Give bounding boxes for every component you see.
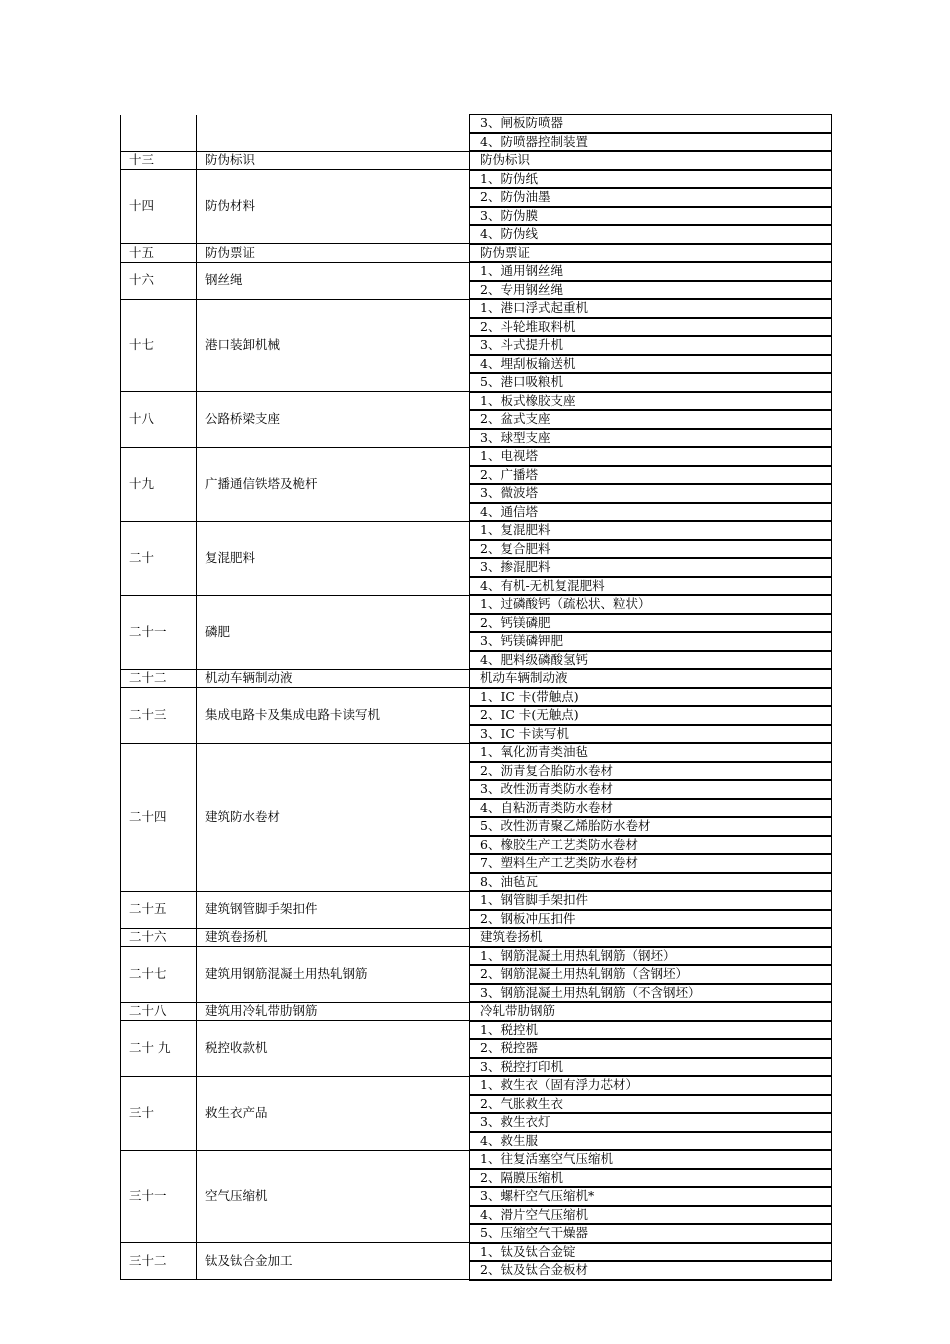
product-item-cell: 1、钢筋混凝土用热轧钢筋（钢坯） <box>470 947 832 966</box>
product-item-cell: 4、有机-无机复混肥料 <box>470 577 832 596</box>
product-item-cell: 3、螺杆空气压缩机* <box>470 1187 832 1206</box>
category-name-cell: 建筑卷扬机 <box>197 928 470 947</box>
product-item-cell: 2、盆式支座 <box>470 410 832 429</box>
category-number-cell: 二十八 <box>121 1002 197 1021</box>
category-name-cell: 救生衣产品 <box>197 1076 470 1150</box>
category-number-cell: 三十二 <box>121 1243 197 1280</box>
table-row <box>121 151 832 170</box>
category-number-cell: 十八 <box>121 392 197 448</box>
product-item-cell: 2、防伪油墨 <box>470 188 832 207</box>
category-number-cell: 十四 <box>121 170 197 244</box>
product-item-cell: 2、沥青复合胎防水卷材 <box>470 762 832 781</box>
product-item-cell: 1、复混肥料 <box>470 521 832 540</box>
product-item-cell: 冷轧带肋钢筋 <box>470 1002 832 1021</box>
product-item-cell: 2、钢筋混凝土用热轧钢筋（含钢坯） <box>470 965 832 984</box>
product-item-cell: 1、救生衣（固有浮力芯材） <box>470 1076 832 1095</box>
product-item-cell: 3、球型支座 <box>470 429 832 448</box>
product-item-cell: 2、隔膜压缩机 <box>470 1169 832 1188</box>
table-row <box>121 115 832 133</box>
category-number-cell: 二十四 <box>121 743 197 891</box>
product-item-cell: 1、钢管脚手架扣件 <box>470 891 832 910</box>
category-name-cell: 建筑用钢筋混凝土用热轧钢筋 <box>197 947 470 1003</box>
product-item-cell: 2、专用钢丝绳 <box>470 281 832 300</box>
category-number-cell: 二十五 <box>121 891 197 928</box>
product-item-cell: 4、滑片空气压缩机 <box>470 1206 832 1225</box>
category-name-cell <box>197 115 470 152</box>
table-row <box>121 1002 832 1021</box>
product-item-cell: 3、钢筋混凝土用热轧钢筋（不含钢坯） <box>470 984 832 1003</box>
category-name-cell: 防伪材料 <box>197 170 470 244</box>
table-row <box>121 1243 832 1262</box>
product-item-cell: 3、改性沥青类防水卷材 <box>470 780 832 799</box>
table-row <box>121 244 832 263</box>
table-row <box>121 928 832 947</box>
table-row <box>121 1076 832 1095</box>
product-item-cell: 3、微波塔 <box>470 484 832 503</box>
category-name-cell: 公路桥梁支座 <box>197 392 470 448</box>
table-row <box>121 299 832 318</box>
category-number-cell: 三十 <box>121 1076 197 1150</box>
category-number-cell: 十三 <box>121 151 197 170</box>
product-item-cell: 机动车辆制动液 <box>470 669 832 688</box>
category-name-cell: 港口装卸机械 <box>197 299 470 392</box>
category-name-cell: 广播通信铁塔及桅杆 <box>197 447 470 521</box>
table-row <box>121 947 832 966</box>
category-name-cell: 建筑钢管脚手架扣件 <box>197 891 470 928</box>
product-item-cell: 2、钙镁磷肥 <box>470 614 832 633</box>
product-catalog-table <box>120 114 832 1281</box>
product-item-cell: 1、电视塔 <box>470 447 832 466</box>
product-item-cell: 6、橡胶生产工艺类防水卷材 <box>470 836 832 855</box>
category-name-cell: 机动车辆制动液 <box>197 669 470 688</box>
category-name-cell: 复混肥料 <box>197 521 470 595</box>
category-name-cell: 防伪标识 <box>197 151 470 170</box>
table-row <box>121 1021 832 1040</box>
product-item-cell: 2、钛及钛合金板材 <box>470 1261 832 1280</box>
product-item-cell: 1、钛及钛合金锭 <box>470 1243 832 1262</box>
product-item-cell: 4、救生服 <box>470 1132 832 1151</box>
table-row <box>121 891 832 910</box>
product-item-cell: 3、斗式提升机 <box>470 336 832 355</box>
category-name-cell: 建筑防水卷材 <box>197 743 470 891</box>
product-item-cell: 4、防喷器控制装置 <box>470 133 832 152</box>
product-item-cell: 2、气胀救生衣 <box>470 1095 832 1114</box>
product-item-cell: 4、自粘沥青类防水卷材 <box>470 799 832 818</box>
product-item-cell: 3、掺混肥料 <box>470 558 832 577</box>
product-item-cell: 2、广播塔 <box>470 466 832 485</box>
product-item-cell: 1、IC 卡(带触点) <box>470 688 832 707</box>
category-number-cell: 十六 <box>121 262 197 299</box>
product-item-cell: 1、港口浮式起重机 <box>470 299 832 318</box>
product-item-cell: 3、救生衣灯 <box>470 1113 832 1132</box>
product-item-cell: 1、板式橡胶支座 <box>470 392 832 411</box>
table-row <box>121 688 832 707</box>
product-item-cell: 4、埋刮板输送机 <box>470 355 832 374</box>
product-item-cell: 2、复合肥料 <box>470 540 832 559</box>
category-number-cell: 三十一 <box>121 1150 197 1243</box>
product-item-cell: 8、油毡瓦 <box>470 873 832 892</box>
product-item-cell: 2、IC 卡(无触点) <box>470 706 832 725</box>
product-item-cell: 5、压缩空气干燥器 <box>470 1224 832 1243</box>
category-number-cell: 二十一 <box>121 595 197 669</box>
category-number-cell: 二十二 <box>121 669 197 688</box>
category-number-cell: 十九 <box>121 447 197 521</box>
product-item-cell: 2、钢板冲压扣件 <box>470 910 832 929</box>
category-name-cell: 防伪票证 <box>197 244 470 263</box>
product-item-cell: 1、通用钢丝绳 <box>470 262 832 281</box>
product-item-cell: 2、税控器 <box>470 1039 832 1058</box>
product-item-cell: 1、过磷酸钙（疏松状、粒状） <box>470 595 832 614</box>
product-item-cell: 5、港口吸粮机 <box>470 373 832 392</box>
table-row <box>121 595 832 614</box>
category-number-cell: 二十 九 <box>121 1021 197 1077</box>
table-row <box>121 743 832 762</box>
category-number-cell: 二十七 <box>121 947 197 1003</box>
category-number-cell: 二十 <box>121 521 197 595</box>
product-item-cell: 3、IC 卡读写机 <box>470 725 832 744</box>
product-item-cell: 4、防伪线 <box>470 225 832 244</box>
table-row <box>121 1150 832 1169</box>
product-item-cell: 防伪标识 <box>470 151 832 170</box>
product-item-cell: 3、钙镁磷钾肥 <box>470 632 832 651</box>
product-item-cell: 7、塑料生产工艺类防水卷材 <box>470 854 832 873</box>
product-item-cell: 4、肥料级磷酸氢钙 <box>470 651 832 670</box>
product-item-cell: 4、通信塔 <box>470 503 832 522</box>
category-name-cell: 钢丝绳 <box>197 262 470 299</box>
product-item-cell: 防伪票证 <box>470 244 832 263</box>
product-item-cell: 2、斗轮堆取料机 <box>470 318 832 337</box>
category-number-cell: 十五 <box>121 244 197 263</box>
table-row <box>121 170 832 189</box>
category-number-cell: 十七 <box>121 299 197 392</box>
table-row <box>121 521 832 540</box>
product-item-cell: 3、税控打印机 <box>470 1058 832 1077</box>
table-row <box>121 447 832 466</box>
category-name-cell: 集成电路卡及集成电路卡读写机 <box>197 688 470 744</box>
product-item-cell: 3、防伪膜 <box>470 207 832 226</box>
table-row <box>121 669 832 688</box>
product-item-cell: 1、防伪纸 <box>470 170 832 189</box>
product-item-cell: 1、税控机 <box>470 1021 832 1040</box>
category-name-cell: 钛及钛合金加工 <box>197 1243 470 1280</box>
category-number-cell: 二十三 <box>121 688 197 744</box>
table-row <box>121 262 832 281</box>
category-number-cell <box>121 115 197 152</box>
category-number-cell: 二十六 <box>121 928 197 947</box>
category-name-cell: 建筑用冷轧带肋钢筋 <box>197 1002 470 1021</box>
category-name-cell: 磷肥 <box>197 595 470 669</box>
category-name-cell: 税控收款机 <box>197 1021 470 1077</box>
product-item-cell: 1、氧化沥青类油毡 <box>470 743 832 762</box>
product-item-cell: 建筑卷扬机 <box>470 928 832 947</box>
product-item-cell: 1、往复活塞空气压缩机 <box>470 1150 832 1169</box>
table-body <box>121 115 832 1280</box>
table-row <box>121 392 832 411</box>
product-item-cell: 5、改性沥青聚乙烯胎防水卷材 <box>470 817 832 836</box>
category-name-cell: 空气压缩机 <box>197 1150 470 1243</box>
product-item-cell: 3、闸板防喷器 <box>470 115 832 133</box>
